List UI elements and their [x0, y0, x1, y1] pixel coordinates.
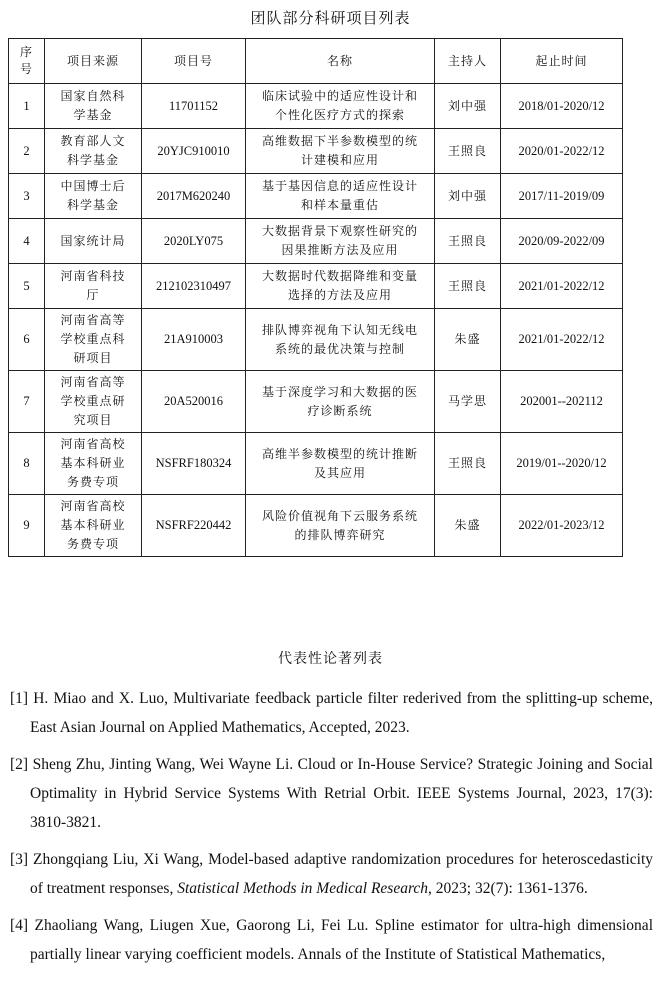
cell-number: 20A520016 [142, 371, 246, 433]
cell-host: 王照良 [435, 219, 501, 264]
cell-period: 2022/01-2023/12 [501, 495, 623, 557]
cell-period: 2020/09-2022/09 [501, 219, 623, 264]
cell-name: 高维半参数模型的统计推断 及其应用 [246, 433, 435, 495]
cell-period: 2020/01-2022/12 [501, 129, 623, 174]
cell-source: 河南省高等 学校重点科 研项目 [45, 309, 142, 371]
cell-period: 202001--202112 [501, 371, 623, 433]
publication-list [10, 684, 653, 977]
cell-period: 2021/01-2022/12 [501, 264, 623, 309]
table-row [9, 219, 623, 264]
cell-number: 11701152 [142, 84, 246, 129]
publication-text-tail: , 2023; 32(7): 1361-1376. [428, 880, 588, 897]
cell-number: 212102310497 [142, 264, 246, 309]
publication-text: [1] H. Miao and X. Luo, Multivariate feedback particle filter rederived from the splitting-up scheme, East Asian Journal on Applied Mathematics, Accepted, 2023. [10, 690, 653, 736]
cell-number: NSFRF220442 [142, 495, 246, 557]
cell-index: 4 [9, 219, 45, 264]
cell-index: 8 [9, 433, 45, 495]
table-row [9, 129, 623, 174]
cell-number: 2017M620240 [142, 174, 246, 219]
cell-name: 排队博弈视角下认知无线电 系统的最优决策与控制 [246, 309, 435, 371]
cell-period: 2021/01-2022/12 [501, 309, 623, 371]
header-period: 起止时间 [501, 39, 623, 84]
cell-number: 2020LY075 [142, 219, 246, 264]
page-title: 团队部分科研项目列表 [250, 9, 411, 27]
table-header-row [9, 39, 623, 84]
cell-host: 刘中强 [435, 84, 501, 129]
publication-text: [2] Sheng Zhu, Jinting Wang, Wei Wayne Li. Cloud or In-House Service? Strategic Joining and Social Optimality in Hybrid Service Systems With Retrial Orbit. IEEE Systems Journal, 2023, 17(3): 3810-3821. [10, 756, 653, 831]
table-row [9, 495, 623, 557]
publication-item [10, 750, 653, 837]
cell-index: 1 [9, 84, 45, 129]
cell-host: 马学思 [435, 371, 501, 433]
header-name: 名称 [246, 39, 435, 84]
cell-index: 3 [9, 174, 45, 219]
table-row [9, 84, 623, 129]
cell-name: 大数据背景下观察性研究的 因果推断方法及应用 [246, 219, 435, 264]
cell-period: 2018/01-2020/12 [501, 84, 623, 129]
table-body [9, 84, 623, 557]
table-row [9, 264, 623, 309]
cell-host: 朱盛 [435, 309, 501, 371]
cell-host: 刘中强 [435, 174, 501, 219]
cell-source: 国家统计局 [45, 219, 142, 264]
cell-number: NSFRF180324 [142, 433, 246, 495]
cell-number: 21A910003 [142, 309, 246, 371]
cell-source: 国家自然科 学基金 [45, 84, 142, 129]
publication-item [10, 845, 653, 903]
publication-item [10, 911, 653, 969]
cell-index: 5 [9, 264, 45, 309]
publication-journal: Statistical Methods in Medical Research [177, 880, 429, 897]
cell-period: 2019/01--2020/12 [501, 433, 623, 495]
cell-period: 2017/11-2019/09 [501, 174, 623, 219]
cell-source: 河南省科技 厅 [45, 264, 142, 309]
cell-source: 河南省高校 基本科研业 务费专项 [45, 433, 142, 495]
cell-number: 20YJC910010 [142, 129, 246, 174]
table-row [9, 174, 623, 219]
cell-index: 6 [9, 309, 45, 371]
header-source: 项目来源 [45, 39, 142, 84]
cell-source: 河南省高校 基本科研业 务费专项 [45, 495, 142, 557]
cell-index: 2 [9, 129, 45, 174]
cell-name: 临床试验中的适应性设计和 个性化医疗方式的探索 [246, 84, 435, 129]
cell-index: 9 [9, 495, 45, 557]
table-row [9, 371, 623, 433]
cell-source: 中国博士后 科学基金 [45, 174, 142, 219]
cell-host: 朱盛 [435, 495, 501, 557]
table-row [9, 309, 623, 371]
project-table [8, 38, 623, 557]
cell-host: 王照良 [435, 433, 501, 495]
cell-name: 大数据时代数据降维和变量 选择的方法及应用 [246, 264, 435, 309]
header-index: 序 号 [9, 39, 45, 84]
publication-text: [3] Zhongqiang Liu, Xi Wang, Model-based adaptive randomization procedures for heteroscedasticity of treatment responses, [10, 851, 653, 897]
cell-name: 基于深度学习和大数据的医 疗诊断系统 [246, 371, 435, 433]
header-host: 主持人 [435, 39, 501, 84]
publication-item [10, 684, 653, 742]
cell-name: 高维数据下半参数模型的统 计建模和应用 [246, 129, 435, 174]
cell-index: 7 [9, 371, 45, 433]
cell-source: 河南省高等 学校重点研 究项目 [45, 371, 142, 433]
cell-source: 教育部人文 科学基金 [45, 129, 142, 174]
cell-name: 基于基因信息的适应性设计 和样本量重估 [246, 174, 435, 219]
cell-host: 王照良 [435, 264, 501, 309]
cell-host: 王照良 [435, 129, 501, 174]
publication-text: [4] Zhaoliang Wang, Liugen Xue, Gaorong Li, Fei Lu. Spline estimator for ultra-high dimensional partially linear varying coefficient models. Annals of the Institute of Statistical Mathematics, [10, 917, 653, 963]
publications-title: 代表性论著列表 [278, 651, 383, 667]
header-number: 项目号 [142, 39, 246, 84]
cell-name: 风险价值视角下云服务系统 的排队博弈研究 [246, 495, 435, 557]
table-row [9, 433, 623, 495]
